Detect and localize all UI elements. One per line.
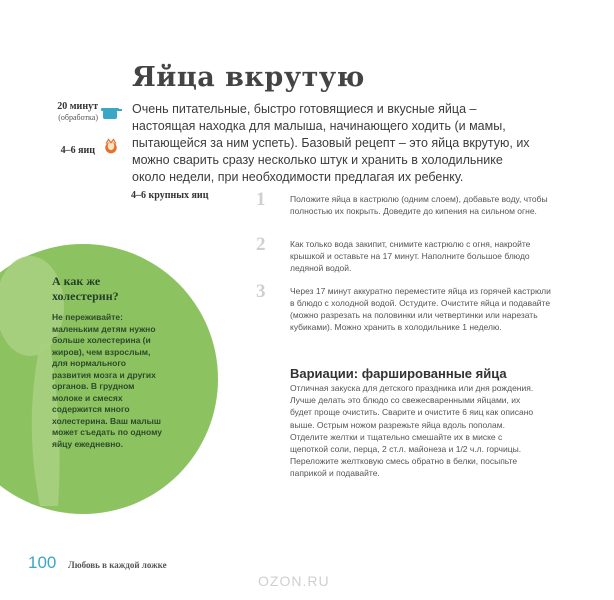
watermark: OZON.RU — [258, 573, 330, 589]
step-number: 3 — [256, 281, 266, 302]
variation-title: Вариации: фаршированные яйца — [290, 366, 507, 381]
intro-text: Очень питательные, быстро готовящиеся и вкусные яйца – настоящая находка для малыша, начинающего ходить (и мамы, пытающейся за ним успеть). Базовый рецепт – это яйца вкрутую, их можно сварить сразу несколько штук и хранить в холодильнике около недели, при необходимости предлагая их ребенку. — [132, 102, 530, 184]
step-text: Положите яйца в кастрюлю (одним слоем), добавьте воду, чтобы полностью их покрыть. Доведите до кипения на сильном огне. — [290, 194, 548, 216]
sidebar-text: Не переживайте: маленьким детям нужно больше холестерина (и жиров), чем взрослым, для нормального развития мозга и других органов. В грудном молоке и смесях содержится много холестерина. Ваш малыш может съедать по одному яйцу ежедневно. — [52, 312, 163, 449]
page-number: 100 — [28, 553, 57, 572]
egg-count-label: 4–6 яиц — [60, 145, 95, 156]
step-text: Как только вода закипит, снимите кастрюлю с огня, накройте крышкой и оставьте на 17 минут. Наполните большое блюдо ледяной водой. — [290, 239, 531, 273]
time-sublabel: (обработка) — [58, 113, 98, 122]
variation-text: Отличная закуска для детского праздника или дня рождения. Лучше делать это блюдо со свежесваренными яйцами, их будет проще очистить. Сварите и очистите 6 яиц как описано выше. Острым ножом разрежьте яйца вдоль пополам. Отделите желтки и тщательно смешайте их в миске с щепоткой соли, перца, 2 ст.л. майонеза и 1/2 ч.л. горчицы. Переложите желтковую смесь обратно в белки, посыпьте паприкой и подавайте. — [290, 383, 534, 479]
step-text: Через 17 минут аккуратно переместите яйца из горячей кастрюли в блюдо с холодной водой. Остудите. Очистите яйца и подавайте (можно разрезать на половинки или четвертинки или нарезать кубиками). Можно хранить в холодильнике 1 неделю. — [290, 286, 551, 332]
step-number: 1 — [256, 189, 266, 210]
pot-icon — [100, 104, 122, 122]
page-title: Яйца вкрутую — [132, 62, 365, 93]
step-number: 2 — [256, 234, 266, 255]
egg-icon — [100, 137, 122, 155]
sidebar-title: А как же холестерин? — [52, 274, 119, 303]
book-title: Любовь в каждой ложке — [68, 560, 167, 570]
ingredients-label: 4–6 крупных яиц — [131, 190, 209, 201]
time-label: 20 минут — [57, 101, 98, 112]
